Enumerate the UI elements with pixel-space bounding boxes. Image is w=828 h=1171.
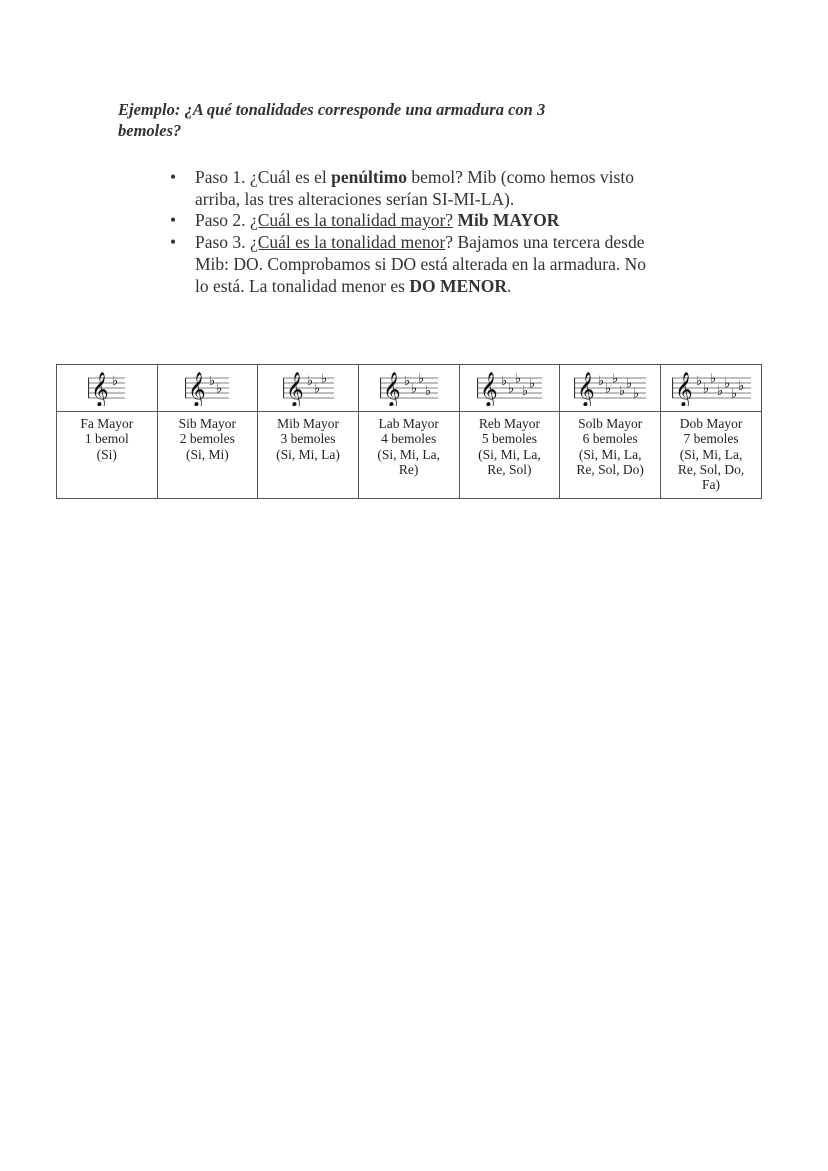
- heading-line-1: Ejemplo: ¿A qué tonalidades corresponde una armadura con 3: [118, 100, 546, 119]
- key-text-line: Re): [398, 461, 419, 477]
- bullet: •: [170, 232, 177, 253]
- svg-text:𝄞: 𝄞: [285, 371, 304, 406]
- flat-sign: ♭: [737, 378, 744, 394]
- flat-sign: ♭: [410, 381, 417, 396]
- treble-staff-flats-icon: [574, 366, 646, 406]
- flat-sign: ♭: [313, 381, 320, 396]
- heading-line-2: bemoles?: [118, 121, 182, 140]
- key-signatures-table: [56, 364, 762, 499]
- flat-sign: ♭: [216, 381, 223, 396]
- flat-sign: ♭: [500, 373, 508, 389]
- key-name-cell: [661, 412, 762, 499]
- flat-sign: ♭: [619, 383, 626, 399]
- svg-text:𝄞: 𝄞: [577, 371, 595, 406]
- key-text-line: 4 bemoles: [381, 431, 437, 447]
- key-text-line: Lab Mayor: [378, 416, 439, 431]
- key-text-line: 7 bemoles: [683, 431, 739, 447]
- key-text-line: (Si, Mi, La,: [478, 446, 541, 462]
- treble-staff-flats-icon: [88, 366, 125, 406]
- staff-row: [57, 365, 762, 412]
- key-text-line: 3 bemoles: [280, 431, 336, 447]
- key-text-line: (Si): [96, 446, 117, 462]
- flat-sign: ♭: [320, 371, 327, 386]
- key-text-line: Dob Mayor: [679, 416, 743, 431]
- flat-sign: ♭: [612, 371, 619, 386]
- names-row: [57, 412, 762, 499]
- key-text-line: Re, Sol, Do,: [677, 461, 745, 477]
- key-name-cell: [157, 412, 258, 499]
- key-text-line: Mib Mayor: [277, 416, 339, 431]
- treble-staff-flats-icon: [672, 366, 751, 406]
- step-3: [170, 232, 730, 297]
- key-signature-cell: [459, 365, 560, 412]
- step-text: arriba, las tres alteraciones serían SI-MI-LA).: [195, 188, 515, 209]
- key-text-line: Reb Mayor: [478, 416, 540, 431]
- key-signature-cell: [258, 365, 359, 412]
- step-text: ? Bajamos una tercera desde: [445, 232, 645, 253]
- flat-sign: ♭: [633, 386, 640, 401]
- key-text-line: (Si, Mi, La,: [679, 446, 743, 462]
- example-heading: [118, 99, 718, 141]
- svg-text:𝄞: 𝄞: [91, 371, 110, 406]
- flat-sign: ♭: [723, 376, 730, 391]
- key-text-line: 6 bemoles: [582, 431, 638, 447]
- flat-sign: ♭: [730, 386, 737, 401]
- bullet: •: [170, 210, 177, 231]
- step-bold: Mib MAYOR: [453, 210, 560, 231]
- key-text-line: 1 bemol: [84, 431, 129, 447]
- flat-sign: ♭: [507, 381, 515, 396]
- treble-staff-flats-icon: [380, 366, 438, 406]
- flat-sign: ♭: [605, 381, 612, 396]
- key-text-line: Fa): [702, 477, 721, 493]
- step-underlined: ¿Cuál es la tonalidad menor: [249, 232, 446, 253]
- flat-sign: ♭: [709, 371, 716, 386]
- key-name-cell: [459, 412, 560, 499]
- key-text-line: Re, Sol, Do): [576, 461, 644, 477]
- step-bold: penúltimo: [331, 167, 407, 187]
- flat-sign: ♭: [112, 373, 119, 389]
- treble-staff-flats-icon: [477, 366, 542, 406]
- flat-sign: ♭: [209, 373, 216, 389]
- key-text-line: (Si, Mi): [185, 446, 229, 462]
- key-name-cell: [57, 412, 158, 499]
- step-text: .: [507, 275, 512, 296]
- key-text-line: Sib Mayor: [178, 416, 237, 431]
- svg-text:𝄞: 𝄞: [188, 371, 207, 406]
- svg-text:𝄞: 𝄞: [674, 371, 693, 406]
- step-2: [170, 210, 730, 232]
- treble-staff-flats-icon: [283, 366, 334, 406]
- step-text: Mib: DO. Comprobamos si DO está alterada en la armadura. No: [195, 253, 646, 274]
- flat-sign: ♭: [514, 371, 522, 386]
- key-text-line: Fa Mayor: [80, 416, 134, 431]
- step-text: Paso 1. ¿Cuál es el: [195, 167, 332, 187]
- flat-sign: ♭: [598, 373, 605, 389]
- flat-sign: ♭: [424, 383, 431, 399]
- step-1: [170, 167, 730, 210]
- svg-text:𝄞: 𝄞: [479, 371, 498, 406]
- key-signature-cell: [358, 365, 459, 412]
- flat-sign: ♭: [417, 371, 424, 386]
- key-name-cell: [358, 412, 459, 499]
- step-text: bemol? Mib (como hemos visto: [406, 167, 634, 187]
- steps-list: [170, 167, 730, 297]
- step-text: Paso 3.: [195, 232, 250, 253]
- flat-sign: ♭: [521, 383, 529, 399]
- treble-staff-flats-icon: [185, 366, 229, 406]
- key-text-line: (Si, Mi, La,: [377, 446, 440, 462]
- key-text-line: (Si, Mi, La): [276, 446, 340, 462]
- svg-text:𝄞: 𝄞: [382, 371, 401, 406]
- flat-sign: ♭: [716, 383, 723, 399]
- flat-sign: ♭: [702, 381, 709, 396]
- key-name-cell: [258, 412, 359, 499]
- key-signature-cell: [57, 365, 158, 412]
- key-text-line: 5 bemoles: [481, 431, 537, 447]
- key-signature-cell: [157, 365, 258, 412]
- step-bold: DO MENOR: [409, 275, 508, 296]
- key-text-line: (Si, Mi, La,: [578, 446, 642, 462]
- flat-sign: ♭: [403, 373, 410, 389]
- key-text-line: 2 bemoles: [179, 431, 235, 447]
- key-text-line: Solb Mayor: [578, 416, 643, 431]
- flat-sign: ♭: [528, 376, 536, 391]
- flat-sign: ♭: [306, 373, 313, 389]
- key-signature-cell: [560, 365, 661, 412]
- step-underlined: ¿Cuál es la tonalidad mayor?: [249, 210, 454, 231]
- flat-sign: ♭: [695, 373, 702, 389]
- key-name-cell: [560, 412, 661, 499]
- step-text: lo está. La tonalidad menor es: [195, 275, 410, 296]
- key-text-line: Re, Sol): [487, 461, 532, 477]
- step-text: Paso 2.: [195, 210, 250, 231]
- bullet: •: [170, 167, 177, 187]
- flat-sign: ♭: [626, 376, 633, 391]
- key-signature-cell: [661, 365, 762, 412]
